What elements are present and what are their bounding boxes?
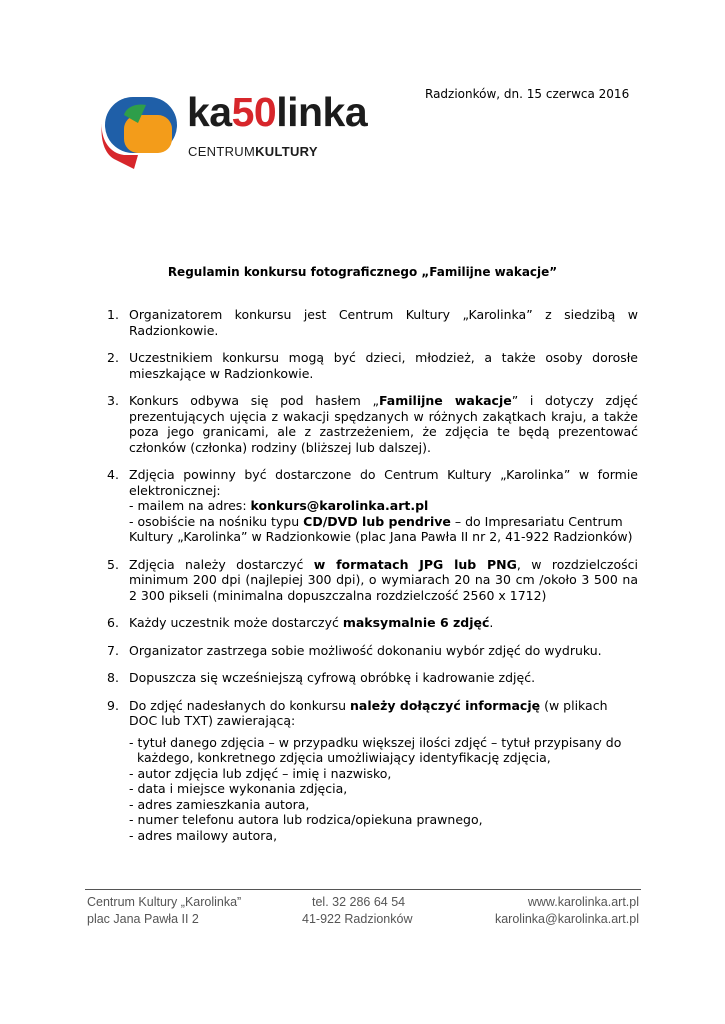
contest-email: konkurs@karolinka.art.pl (250, 498, 429, 513)
brand-wordmark (187, 89, 367, 136)
footer-email[interactable]: karolinka@karolinka.art.pl (494, 912, 639, 926)
brand-subtitle (188, 144, 318, 159)
brand-fifty: 50 (231, 89, 277, 135)
footer-divider (85, 889, 641, 890)
rule-item: 1. Organizatorem konkursu jest Centrum Kultury „Karolinka” z siedzibą w Radzionkowie. (107, 307, 638, 338)
logo (94, 89, 368, 173)
list-item: - adres mailowy autora, (129, 827, 278, 843)
rules-list (107, 307, 638, 855)
list-item: - tytuł danego zdjęcia – w przypadku większej ilości zdjęć – tytuł przypisany do (129, 734, 622, 750)
brand-prefix: ka (187, 89, 232, 135)
list-item: - data i miejsce wykonania zdjęcia, (129, 781, 348, 796)
footer-address: plac Jana Pawła II 2 (87, 912, 199, 926)
document-title: Regulamin konkursu fotograficznego „Familijne wakacje” (167, 265, 558, 279)
rule-item: 7. Organizator zastrzega sobie możliwość dokonaniu wybór zdjęć do wydruku. (107, 642, 602, 658)
footer-city: 41-922 Radzionków (302, 912, 413, 926)
footer-website[interactable]: www.karolinka.art.pl (527, 895, 639, 909)
rule-item: 9. Do zdjęć nadesłanych do konkursu należy dołączyć informację (w plikach DOC lub TXT) zawierającą: - tytuł danego zdjęcia – w przypadku większej ilości zdjęć – tytuł przypisany do każdego, konkretnego zdjęcia umożliwiający identyfikację zdjęcia, - autor zdjęcia lub zdjęć – imię i nazwisko, - data i miejsce wykonania zdjęcia, - adres zamieszkania autora, - numer telefonu autora lub rodzica/opiekuna prawnego, - adres mailowy autora, (107, 698, 638, 844)
rule-item: 8. Dopuszcza się wcześniejszą cyfrową obróbkę i kadrowanie zdjęć. (107, 670, 536, 685)
logo-mark-icon (94, 93, 184, 173)
rule-9-items (129, 735, 638, 844)
list-item: - autor zdjęcia lub zdjęć – imię i nazwisko, (129, 765, 392, 781)
rule-item: 6. Każdy uczestnik może dostarczyć maksymalnie 6 zdjęć. (107, 615, 494, 630)
list-item: - adres zamieszkania autora, (129, 796, 310, 812)
rule-item: 2. Uczestnikiem konkursu mogą być dzieci, młodzież, a także osoby dorosłe mieszkające w Radzionkowie. (107, 350, 638, 381)
brand-subtitle-regular: CENTRUM (188, 144, 256, 159)
footer-phone: tel. 32 286 64 54 (312, 895, 406, 909)
rule-item: 5. Zdjęcia należy dostarczyć w formatach JPG lub PNG, w rozdzielczości minimum 200 dpi (najlepiej 300 dpi), o wymiarach 20 na 30 cm /około 3 500 na 2 300 pikseli (minimalna dopuszczalna rozdzielczość 2560 x 1712) (107, 556, 639, 603)
brand-suffix: linka (276, 89, 368, 135)
list-item: każdego, konkretnego zdjęcia umożliwiający identyfikację zdjęcia, (137, 750, 551, 765)
document-date: Radzionków, dn. 15 czerwca 2016 (425, 87, 630, 101)
footer-org: Centrum Kultury „Karolinka” (87, 895, 242, 909)
list-item: - numer telefonu autora lub rodzica/opiekuna prawnego, (129, 812, 483, 827)
rule-item: 4. Zdjęcia powinny być dostarczone do Centrum Kultury „Karolinka” w formie elektronicznej: - mailem na adres: konkurs@karolinka.art.pl - osobiście na nośniku typu CD/DVD lub pendrive – do Impresariatu Centrum Kultury „Karolinka” w Radzionkowie (plac Jana Pawła II nr 2, 41-922 Radzionków) (107, 467, 638, 544)
brand-subtitle-bold: KULTURY (255, 144, 318, 159)
rule-item: 3. Konkurs odbywa się pod hasłem „Familijne wakacje” i dotyczy zdjęć prezentujących ujęcia z wakacji spędzanych w różnych zakątkach kraju, a także poza jego granicami, ale z zastrzeżeniem, że zdjęcia te będą prezentować członków (członka) rodziny (bliższej lub dalszej). (107, 393, 638, 455)
